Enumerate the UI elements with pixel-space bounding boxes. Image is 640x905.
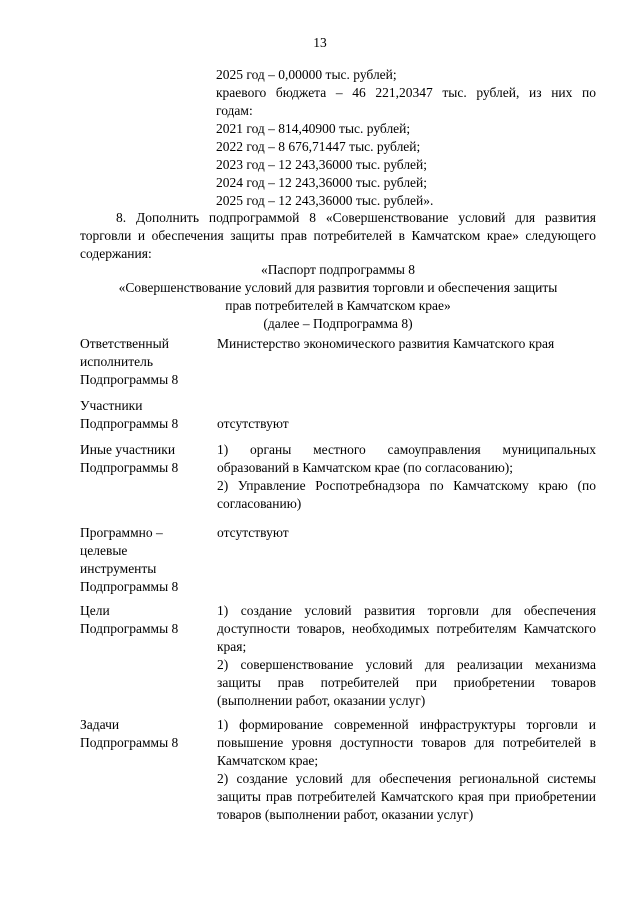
row-label xyxy=(80,441,210,477)
budget-line: 2022 год – 8 676,71447 тыс. рублей; xyxy=(216,139,421,154)
passport-title-line: «Паспорт подпрограммы 8 xyxy=(260,262,416,277)
budget-line: 2025 год – 0,00000 тыс. рублей; xyxy=(216,67,397,82)
row-label-line: инструменты xyxy=(80,561,157,576)
row-label-line: Подпрограммы 8 xyxy=(80,621,179,636)
row-label-line: Подпрограммы 8 xyxy=(80,735,179,750)
row-value xyxy=(217,335,596,353)
row-label-line: Подпрограммы 8 xyxy=(80,372,179,387)
row-value-item: 2) Управление Роспотребнадзора по Камчатскому краю (по согласованию) xyxy=(217,478,596,511)
row-label-line: Подпрограммы 8 xyxy=(80,416,179,431)
row-label-line: Программно – xyxy=(80,525,163,540)
row-label xyxy=(80,335,210,389)
row-value xyxy=(217,415,596,433)
passport-title-line: прав потребителей в Камчатском крае» xyxy=(225,298,451,313)
row-value-item: 1) формирование современной инфраструктуры торговли и повышение уровня доступности товаров для потребителей в Камчатском крае; xyxy=(217,717,596,768)
row-label-line: Задачи xyxy=(80,717,120,732)
row-label-line: целевые xyxy=(80,543,128,558)
budget-breakdown xyxy=(216,66,596,210)
row-label-line: Цели xyxy=(80,603,110,618)
passport-title xyxy=(80,261,596,333)
row-label-line: исполнитель xyxy=(80,354,153,369)
passport-title-line: «Совершенствование условий для развития торговли и обеспечения защиты xyxy=(118,280,558,295)
budget-line: 2024 год – 12 243,36000 тыс. рублей; xyxy=(216,175,428,190)
amendment-paragraph xyxy=(80,209,596,263)
row-label xyxy=(80,524,210,596)
row-value xyxy=(217,524,596,542)
row-value-item: 1) органы местного самоуправления муниципальных образований в Камчатском крае (по согласованию); xyxy=(217,442,596,475)
row-value-item: 2) создание условий для обеспечения региональной системы защиты прав потребителей Камчатского края при приобретении товаров (выполнении работ, оказании услуг) xyxy=(217,771,596,822)
row-label-line: Подпрограммы 8 xyxy=(80,460,179,475)
row-value xyxy=(217,441,596,513)
row-label-line: Участники xyxy=(80,398,143,413)
row-value-item: 2) совершенствование условий для реализации механизма защиты прав потребителей при приобретении товаров (выполнении работ, оказании услуг) xyxy=(217,657,596,708)
amendment-paragraph-text: 8. Дополнить подпрограммой 8 «Совершенствование условий для развития торговли и обеспечения защиты прав потребителей в Камчатском крае» следующего содержания: xyxy=(80,210,596,261)
passport-title-line: (далее – Подпрограмма 8) xyxy=(263,316,413,331)
row-value-item: отсутствуют xyxy=(217,416,289,431)
budget-line: 2021 год – 814,40900 тыс. рублей; xyxy=(216,121,411,136)
row-value-item: отсутствуют xyxy=(217,525,289,540)
budget-line: годам: xyxy=(216,103,253,118)
row-label xyxy=(80,602,210,638)
row-value xyxy=(217,602,596,710)
page-number: 13 xyxy=(313,35,327,50)
row-value-item: Министерство экономического развития Камчатского края xyxy=(217,336,555,351)
row-label-line: Подпрограммы 8 xyxy=(80,579,179,594)
row-label-line: Ответственный xyxy=(80,336,169,351)
budget-line: краевого бюджета – 46 221,20347 тыс. рублей, из них по xyxy=(216,85,596,100)
row-label-line: Иные участники xyxy=(80,442,176,457)
row-label xyxy=(80,716,210,752)
row-label xyxy=(80,397,210,433)
row-value xyxy=(217,716,596,824)
budget-line: 2023 год – 12 243,36000 тыс. рублей; xyxy=(216,157,428,172)
row-value-item: 1) создание условий развития торговли для обеспечения доступности товаров, необходимых потребителям Камчатского края; xyxy=(217,603,596,654)
budget-line: 2025 год – 12 243,36000 тыс. рублей». xyxy=(216,193,434,208)
